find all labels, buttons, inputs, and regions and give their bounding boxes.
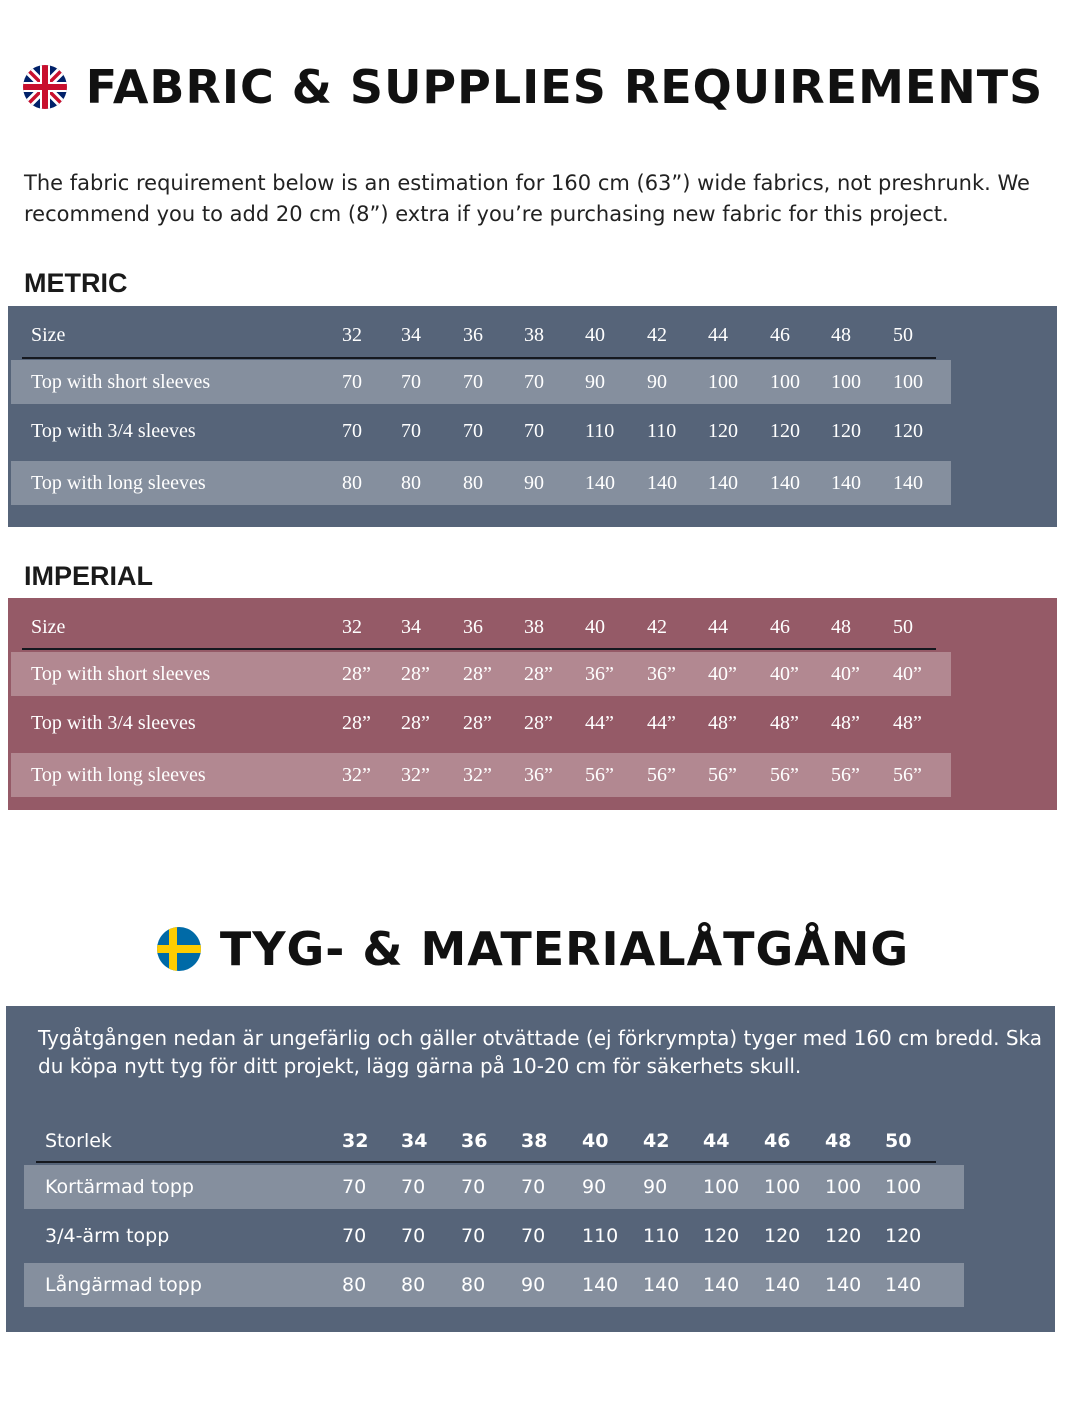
size-header-cell: 42 [643,1130,670,1152]
row-value-cell: 80 [463,472,483,494]
row-label: Top with short sleeves [31,663,211,685]
row-value-cell: 70 [401,371,421,393]
row-value-cell: 100 [831,371,861,393]
size-header-cell: 36 [463,616,483,638]
row-value-cell: 120 [770,420,800,442]
row-label: 3/4-ärm topp [45,1225,170,1247]
row-value-cell: 80 [401,472,421,494]
row-value-cell: 90 [647,371,667,393]
size-header-cell: 38 [521,1130,548,1152]
row-value-cell: 70 [524,420,544,442]
table-row [11,701,951,745]
row-value-cell: 36” [585,663,614,685]
row-value-cell: 110 [647,420,677,442]
size-header-cell: 40 [582,1130,609,1152]
row-value-cell: 70 [524,371,544,393]
size-header-cell: 46 [770,324,790,346]
row-value-cell: 140 [764,1274,801,1296]
row-value-cell: 110 [643,1225,680,1247]
header-divider [36,1161,936,1163]
row-value-cell: 140 [703,1274,740,1296]
row-value-cell: 100 [703,1176,740,1198]
row-value-cell: 32” [401,764,430,786]
swedish-table [6,1006,1055,1332]
row-value-cell: 28” [463,712,492,734]
size-header-cell: 46 [770,616,790,638]
table-row [11,652,951,696]
table-row [24,1165,964,1209]
row-value-cell: 36” [524,764,553,786]
row-value-cell: 110 [585,420,615,442]
row-label: Kortärmad topp [45,1176,194,1198]
table-row [24,1263,964,1307]
row-value-cell: 70 [521,1225,546,1247]
size-header-cell: 40 [585,616,605,638]
row-value-cell: 70 [521,1176,546,1198]
row-value-cell: 70 [401,420,421,442]
size-header-cell: 34 [401,1130,428,1152]
row-value-cell: 90 [521,1274,546,1296]
row-value-cell: 140 [825,1274,862,1296]
row-value-cell: 100 [893,371,923,393]
row-value-cell: 48” [770,712,799,734]
row-value-cell: 48” [893,712,922,734]
row-value-cell: 140 [643,1274,680,1296]
swedish-heading [0,922,1065,976]
size-header-cell: 46 [764,1130,791,1152]
table-row [11,360,951,404]
row-value-cell: 32” [463,764,492,786]
row-value-cell: 120 [825,1225,862,1247]
row-value-cell: 70 [401,1176,426,1198]
row-value-cell: 100 [825,1176,862,1198]
row-value-cell: 110 [582,1225,619,1247]
row-value-cell: 40” [831,663,860,685]
row-value-cell: 90 [582,1176,607,1198]
row-value-cell: 40” [893,663,922,685]
row-label: Långärmad topp [45,1274,202,1296]
size-header-label: Size [31,324,66,346]
row-value-cell: 120 [708,420,738,442]
row-value-cell: 120 [885,1225,922,1247]
swedish-heading-text: TYG- & MATERIALÅTGÅNG [219,922,910,976]
table-row [11,461,951,505]
row-value-cell: 120 [831,420,861,442]
row-value-cell: 100 [708,371,738,393]
size-header-cell: 32 [342,1130,369,1152]
size-header-cell: 44 [708,324,728,346]
row-value-cell: 44” [585,712,614,734]
table-row [11,753,951,797]
row-value-cell: 140 [831,472,861,494]
row-value-cell: 80 [401,1274,426,1296]
row-value-cell: 140 [770,472,800,494]
row-value-cell: 28” [342,712,371,734]
swedish-intro: Tygåtgången nedan är ungefärlig och gäller otvättade (ej förkrympta) tyger med 160 cm bredd. Ska du köpa nytt tyg för ditt projekt, lägg gärna på 10-20 cm för säkerhets skull. [38,1026,1043,1078]
row-value-cell: 140 [893,472,923,494]
size-header-label: Size [31,616,66,638]
row-value-cell: 40” [708,663,737,685]
row-value-cell: 56” [585,764,614,786]
row-value-cell: 40” [770,663,799,685]
row-value-cell: 70 [463,420,483,442]
size-header-cell: 34 [401,616,421,638]
row-value-cell: 100 [885,1176,922,1198]
size-header-cell: 48 [825,1130,852,1152]
row-value-cell: 70 [461,1176,486,1198]
size-header-cell: 32 [342,324,362,346]
row-value-cell: 56” [647,764,676,786]
size-header-cell: 38 [524,616,544,638]
row-label: Top with long sleeves [31,472,206,494]
row-value-cell: 48” [831,712,860,734]
size-header-cell: 32 [342,616,362,638]
size-header-cell: 50 [885,1130,912,1152]
size-header-cell: 48 [831,616,851,638]
row-value-cell: 80 [342,1274,367,1296]
row-value-cell: 100 [764,1176,801,1198]
row-value-cell: 36” [647,663,676,685]
row-value-cell: 140 [647,472,677,494]
row-value-cell: 48” [708,712,737,734]
row-value-cell: 56” [893,764,922,786]
size-header-cell: 48 [831,324,851,346]
row-value-cell: 32” [342,764,371,786]
row-value-cell: 90 [524,472,544,494]
row-value-cell: 56” [831,764,860,786]
header-divider [22,357,936,359]
row-value-cell: 56” [708,764,737,786]
row-value-cell: 70 [342,371,362,393]
row-value-cell: 140 [708,472,738,494]
imperial-title: IMPERIAL [24,561,154,591]
size-header-cell: 34 [401,324,421,346]
english-intro: The fabric requirement below is an estimation for 160 cm (63”) wide fabrics, not preshrunk. We recommend you to add 20 cm (8”) extra if you’re purchasing new fabric for this project. [24,171,1030,226]
uk-flag-icon [22,64,68,110]
header-divider [22,648,936,650]
size-header-cell: 40 [585,324,605,346]
row-value-cell: 28” [524,712,553,734]
size-header-label: Storlek [45,1130,112,1152]
row-value-cell: 70 [401,1225,426,1247]
row-value-cell: 120 [764,1225,801,1247]
row-value-cell: 120 [703,1225,740,1247]
row-value-cell: 80 [461,1274,486,1296]
size-header-cell: 42 [647,616,667,638]
size-header-cell: 36 [461,1130,488,1152]
english-heading [0,60,1065,114]
row-value-cell: 120 [893,420,923,442]
row-value-cell: 100 [770,371,800,393]
table-header-row [11,313,951,357]
row-value-cell: 28” [463,663,492,685]
size-header-cell: 44 [708,616,728,638]
row-value-cell: 56” [770,764,799,786]
row-value-cell: 70 [342,420,362,442]
size-header-cell: 38 [524,324,544,346]
size-header-cell: 44 [703,1130,730,1152]
size-header-cell: 50 [893,324,913,346]
row-value-cell: 90 [643,1176,668,1198]
row-value-cell: 140 [885,1274,922,1296]
row-label: Top with long sleeves [31,764,206,786]
row-value-cell: 28” [401,663,430,685]
row-label: Top with 3/4 sleeves [31,712,196,734]
size-header-cell: 36 [463,324,483,346]
size-header-cell: 42 [647,324,667,346]
imperial-table [8,598,1057,810]
table-header-row [11,605,951,649]
row-value-cell: 140 [585,472,615,494]
row-value-cell: 70 [461,1225,486,1247]
row-value-cell: 140 [582,1274,619,1296]
row-value-cell: 70 [342,1176,367,1198]
row-value-cell: 90 [585,371,605,393]
row-value-cell: 70 [342,1225,367,1247]
row-value-cell: 28” [401,712,430,734]
row-value-cell: 44” [647,712,676,734]
table-header-row [24,1119,964,1163]
row-label: Top with 3/4 sleeves [31,420,196,442]
english-heading-text: FABRIC & SUPPLIES REQUIREMENTS [85,60,1044,114]
row-label: Top with short sleeves [31,371,211,393]
metric-table [8,306,1057,527]
table-row [11,409,951,453]
table-row [24,1214,964,1258]
metric-title: METRIC [24,268,128,298]
row-value-cell: 80 [342,472,362,494]
size-header-cell: 50 [893,616,913,638]
row-value-cell: 28” [524,663,553,685]
row-value-cell: 70 [463,371,483,393]
swedish-flag-icon [156,926,202,972]
row-value-cell: 28” [342,663,371,685]
